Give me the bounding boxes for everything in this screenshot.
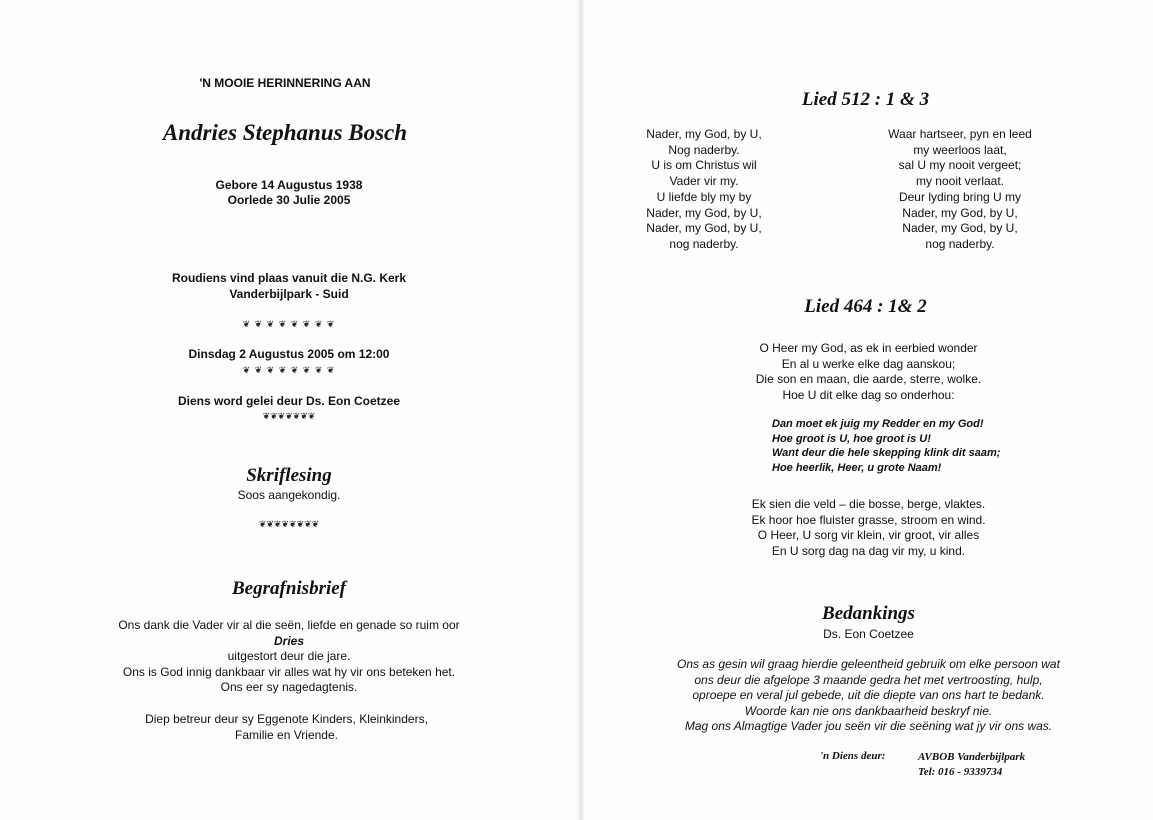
chorus-line: Want deur die hele skepping klink dit saam;: [772, 447, 1001, 459]
hymn-line: Nader, my God, by U,: [646, 221, 762, 236]
hymn-line: my weerloos laat,: [913, 142, 1007, 157]
thanks-line: Woorde kan nie ons dankbaarheid beskryf nie.: [744, 703, 993, 718]
chorus-line: Hoe heerlik, Heer, u grote Naam!: [772, 461, 942, 474]
letter-title: Begrafnisbrief: [232, 578, 346, 599]
service-location: Roudiens vind plaas vanuit die N.G. Kerk: [171, 271, 407, 285]
memorial-header: 'N MOOIE HERINNERING AAN: [199, 76, 371, 90]
officiant: Diens word gelei deur Ds. Eon Coetzee: [177, 394, 401, 408]
hymn-line: En al u werke elke dag aanskou;: [781, 356, 956, 371]
hymn-line: Waar hartseer, pyn en leed: [888, 127, 1032, 141]
hymn-512-verse-3: [867, 127, 1053, 253]
hymn-line: O Heer my God, as ek in eerbied wonder: [759, 341, 978, 355]
hymn-line: Nog naderby.: [668, 142, 740, 157]
mourners-line: Familie en Vriende.: [235, 727, 338, 742]
hymn-line: nog naderby.: [925, 236, 995, 251]
thanks-subtitle: Ds. Eon Coetzee: [823, 627, 914, 641]
hymn-line: Nader, my God, by U,: [902, 221, 1018, 236]
hymn-line: U liefde bly my by: [656, 189, 752, 204]
right-page: [584, 0, 1153, 820]
ornament-divider: ❦❦❦❦❦❦❦❦: [258, 519, 320, 529]
thanks-line: Mag ons Almagtige Vader jou seën vir die seëning wat jy vir ons was.: [684, 719, 1053, 733]
hymn-464-chorus: [772, 417, 1000, 475]
hymn-line: Ek sien die veld – die bosse, berge, vlaktes.: [751, 497, 986, 511]
thanks-line: Ons as gesin wil graag hierdie geleentheid gebruik om elke persoon wat: [677, 657, 1060, 671]
ornament-divider: ❦❦❦❦❦❦❦: [262, 411, 316, 421]
thanks-line: ons deur die afgelope 3 maande gedra het met vertroosting, hulp,: [694, 672, 1043, 687]
service-church: Vanderbijlpark - Suid: [229, 287, 349, 301]
letter-line: uitgestort deur die jare.: [227, 649, 351, 663]
letter-line-name: Dries: [273, 633, 305, 648]
chorus-line: Dan moet ek juig my Redder en my God!: [772, 418, 984, 430]
hymn-line: Vader vir my.: [669, 174, 739, 189]
hymn-464-verse-2: [584, 497, 1153, 559]
hymn-line: Nader, my God, by U,: [646, 205, 762, 220]
hymn-line: O Heer, U sorg vir klein, vir groot, vir alles: [757, 528, 980, 542]
letter-body: [0, 618, 578, 696]
hymn-line: Hoe U dit elke dag so onderhou:: [782, 387, 955, 402]
hymn-line: nog naderby.: [669, 236, 739, 251]
hymn-464-verse-1: [584, 341, 1153, 403]
ornament-divider: ❦ ❦ ❦ ❦ ❦ ❦ ❦ ❦: [242, 319, 336, 329]
mourners: [0, 712, 578, 743]
deceased-name: Andries Stephanus Bosch: [162, 120, 408, 145]
hymn-line: sal U my nooit vergeet;: [898, 158, 1022, 173]
birth-date: Gebore 14 Augustus 1938: [215, 178, 363, 192]
hymn-line: Nader, my God, by U,: [902, 205, 1018, 220]
service-provider-label: 'n Diens deur:: [820, 750, 886, 762]
hymn-line: Deur lyding bring U my: [898, 189, 1022, 204]
chorus-line: Hoe groot is U, hoe groot is U!: [772, 432, 931, 445]
hymn-line: U is om Christus wil: [651, 158, 757, 173]
reading-title: Skriflesing: [246, 465, 332, 486]
hymn-line: Nader, my God, by U,: [646, 127, 762, 141]
hymn-464-title: Lied 464 : 1& 2: [804, 296, 927, 317]
thanks-title: Bedankings: [822, 603, 915, 624]
service-date: Dinsdag 2 Augustus 2005 om 12:00: [188, 347, 390, 361]
hymn-line: En U sorg dag na dag vir my, u kind.: [771, 543, 966, 558]
service-company: AVBOB Vanderbijlpark: [918, 751, 1026, 763]
letter-line: Ons eer sy nagedagtenis.: [220, 680, 358, 694]
service-tel: Tel: 016 - 9339734: [918, 766, 1003, 778]
thanks-body: [584, 657, 1153, 735]
letter-line: Ons dank die Vader vir al die seën, liefde en genade so ruim oor: [118, 618, 460, 632]
service-provider: [918, 750, 1025, 780]
thanks-line: oproepe en veral jul gebede, uit die diepte van ons hart te bedank.: [692, 688, 1045, 702]
hymn-line: Ek hoor hoe fluister grasse, stroom en wind.: [751, 512, 986, 527]
ornament-divider: ❦ ❦ ❦ ❦ ❦ ❦ ❦ ❦: [242, 365, 336, 375]
hymn-line: Die son en maan, die aarde, sterre, wolke.: [755, 372, 982, 386]
mourners-line: Diep betreur deur sy Eggenote Kinders, Kleinkinders,: [145, 712, 428, 726]
death-date: Oorlede 30 Julie 2005: [227, 193, 351, 207]
reading-text: Soos aangekondig.: [237, 488, 341, 502]
hymn-512-verse-1: [624, 127, 784, 253]
hymn-512-title: Lied 512 : 1 & 3: [801, 89, 930, 110]
letter-line: Ons is God innig dankbaar vir alles wat hy vir ons beteken het.: [122, 664, 456, 679]
hymn-line: my nooit verlaat.: [915, 174, 1005, 189]
